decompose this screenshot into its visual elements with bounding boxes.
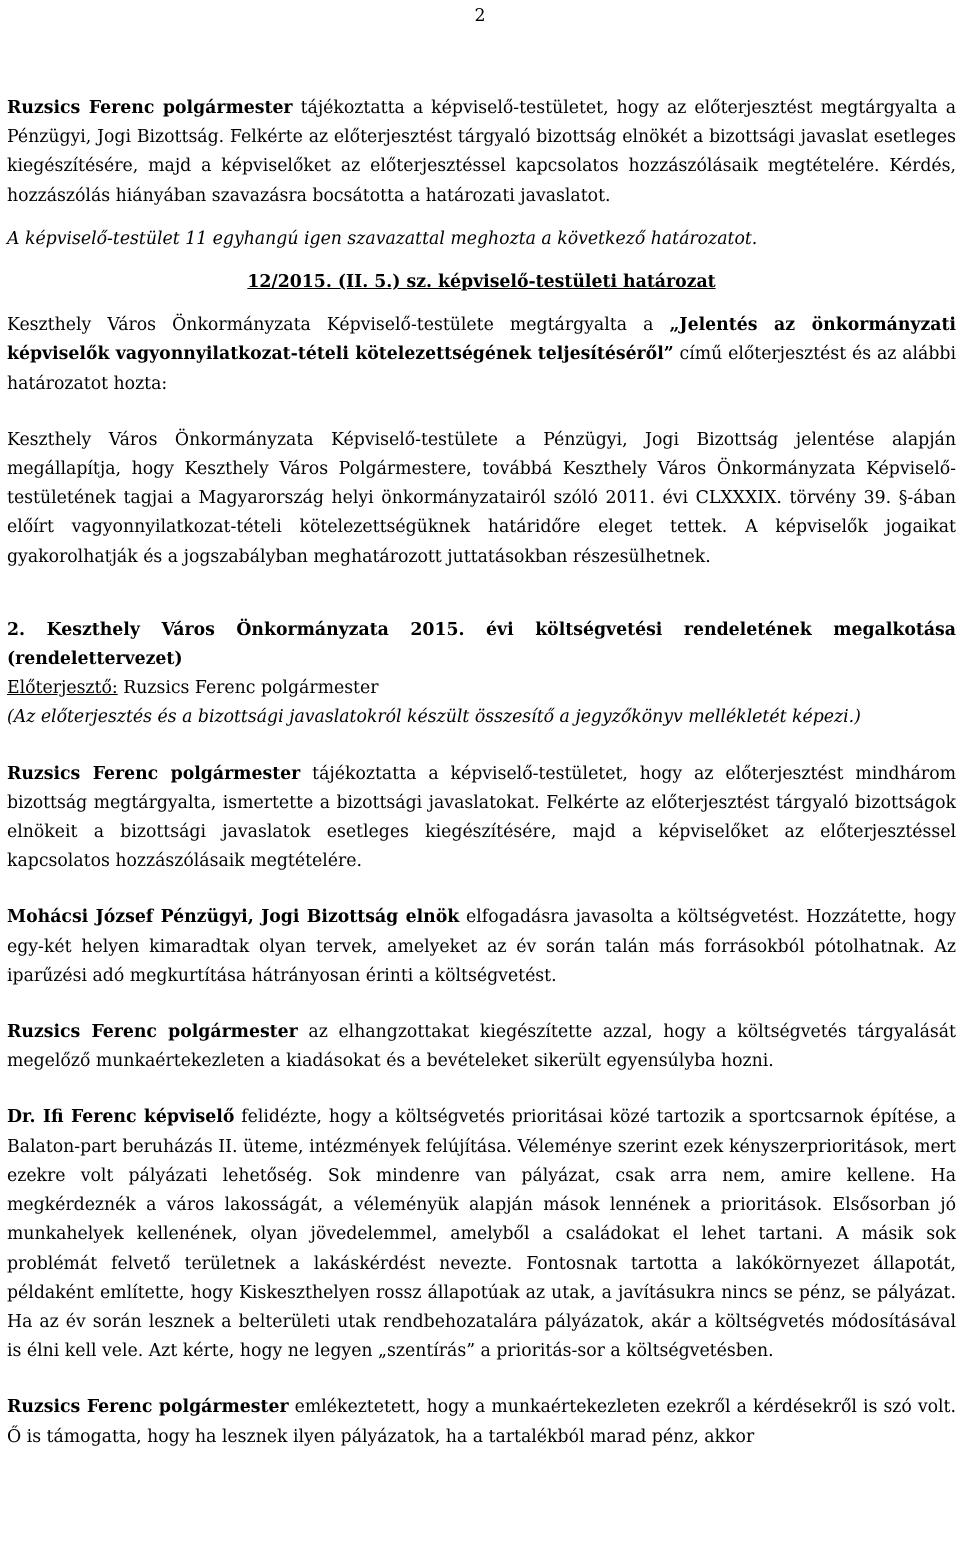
speaker-name: Mohácsi József Pénzügyi, Jogi Bizottság elnök — [7, 907, 460, 928]
resolution-intro-post: című előterjesztést és az alábbi határozatot hozta: — [7, 344, 957, 394]
paragraph-text: az elhangzottakat kiegészítette azzal, hogy a költségvetés tárgyalását megelőző munkaértekezleten a kiadásokat és a bevételeket sikerült egyensúlyba hozni. — [7, 1022, 956, 1072]
paragraph-text: tájékoztatta a képviselő-testületet, hogy az előterjesztést megtárgyalta a Pénzügyi, Jogi Bizottság. Felkérte az előterjesztést tárgyaló bizottság elnökét a bizottsági javaslat esetleges kiegészítésére, majd a képviselőket az előterjesztéssel kapcsolatos hozzászólásaik megtételére. Kérdés, hozzászólás hiányában szavazásra bocsátotta a határozati javaslatot. — [7, 98, 956, 206]
paragraph-committee-chair — [7, 903, 956, 991]
paragraph-mayor-reply — [7, 1393, 956, 1451]
report-title: „Jelentés az önkormányzati képviselők vagyonnyilatkozat-tételi kötelezettségének teljesítéséről” — [7, 315, 956, 365]
speaker-name: Ruzsics Ferenc polgármester — [7, 763, 301, 784]
resolution-title: 12/2015. (II. 5.) sz. képviselő-testületi határozat — [247, 272, 716, 293]
paragraph-text: tájékoztatta a képviselő-testületet, hogy az előterjesztést mindhárom bizottság megtárgyalta, ismertette a bizottsági javaslatokat. Felkérte az előterjesztést tárgyaló bizottságok elnökeit a bizottsági javaslatok esetleges kiegészítésére, majd a képviselőket az előterjesztéssel kapcsolatos hozzászólásaik megtételére. — [7, 763, 956, 872]
presenter-line — [7, 674, 956, 703]
resolution-intro-pre: Keszthely Város Önkormányzata Képviselő-testülete megtárgyalta a — [7, 315, 670, 336]
presenter-label: Előterjesztő: — [7, 678, 118, 699]
vote-result: A képviselő-testület 11 egyhangú igen szavazattal meghozta a következő határozatot. — [7, 228, 758, 249]
paragraph-mayor-supplement — [7, 1018, 956, 1076]
page-number: 2 — [474, 6, 486, 26]
resolution-body: Keszthely Város Önkormányzata Képviselő-testülete a Pénzügyi, Jogi Bizottság jelentése alapján megállapítja, hogy Keszthely Város Polgármestere, továbbá Keszthely Város Önkormányzata Képviselő-testületének tagjai a Magyarország helyi önkormányzatairól szóló 2011. évi CLXXXIX. törvény 39. §-ában előírt vagyonnyilatkozat-tételi kötelezettségüknek határidőre eleget tettek. A képviselők jogaikat gyakorolhatják és a jogszabályban meghatározott juttatásokban részesülhetnek. — [7, 429, 956, 567]
speaker-name: Dr. Ifi Ferenc képviselő — [7, 1107, 235, 1128]
paragraph-text: felidézte, hogy a költségvetés prioritásai közé tartozik a sportcsarnok építése, a Balaton-part beruházás II. üteme, intézmények felújítása. Véleménye szerint ezek kényszerprioritások, mert ezekre volt pályázati lehetőség. Sok mindenre van pályázat, csak arra nem, amire kellene. Ha megkérdeznék a város lakosságát, a véleményük alapján mások lennének a prioritások. Elsősorban jó munkahelyek kellenének, olyan jövedelemmel, amelyből a családokat el lehet tartani. A másik sok problémát felvető területnek a lakáskérdést nevezte. Fontosnak tartotta a lakókörnyezet állapotát, példaként említette, hogy Kiskeszthelyen rossz állapotúak az utak, a javításukra nincs se pénz, se pályázat. Ha az év során lesznek a belterületi utak rendbehozatalára pályázatok, akár a költségvetés módosításával is élni kell vele. Azt kérte, hogy ne legyen „szentírás” a prioritás-sor a költségvetésben. — [7, 1107, 957, 1362]
section-heading: 2. Keszthely Város Önkormányzata 2015. évi költségvetési rendeletének megalkotása (rendelettervezet) — [7, 619, 956, 670]
paragraph-text: emlékeztetett, hogy a munkaértekezleten ezekről a kérdésekről is szó volt. Ő is támogatta, hogy ha lesznek ilyen pályázatok, ha a tartalékból marad pénz, akkor — [7, 1397, 956, 1447]
page-content — [7, 94, 956, 1452]
paragraph-representative — [7, 1103, 956, 1366]
speaker-name: Ruzsics Ferenc polgármester — [7, 98, 293, 118]
paragraph-text: elfogadásra javasolta a költségvetést. Hozzátette, hogy egy-két helyen kimaradtak olyan tervek, amelyeket az év során talán más forrásokból pótolhatnak. Az iparűzési adó megkurtítása hátrányosan érinti a költségvetést. — [7, 907, 957, 986]
speaker-name: Ruzsics Ferenc polgármester — [7, 1022, 298, 1043]
speaker-name: Ruzsics Ferenc polgármester — [7, 1397, 289, 1418]
paragraph-mayor-report-2 — [7, 760, 956, 877]
resolution-intro — [7, 311, 956, 399]
attachment-note: (Az előterjesztés és a bizottsági javaslatokról készült összesítő a jegyzőkönyv mellékletét képezi.) — [7, 707, 861, 728]
presenter-name: Ruzsics Ferenc polgármester — [117, 678, 379, 699]
paragraph-mayor-report-1 — [7, 94, 956, 211]
